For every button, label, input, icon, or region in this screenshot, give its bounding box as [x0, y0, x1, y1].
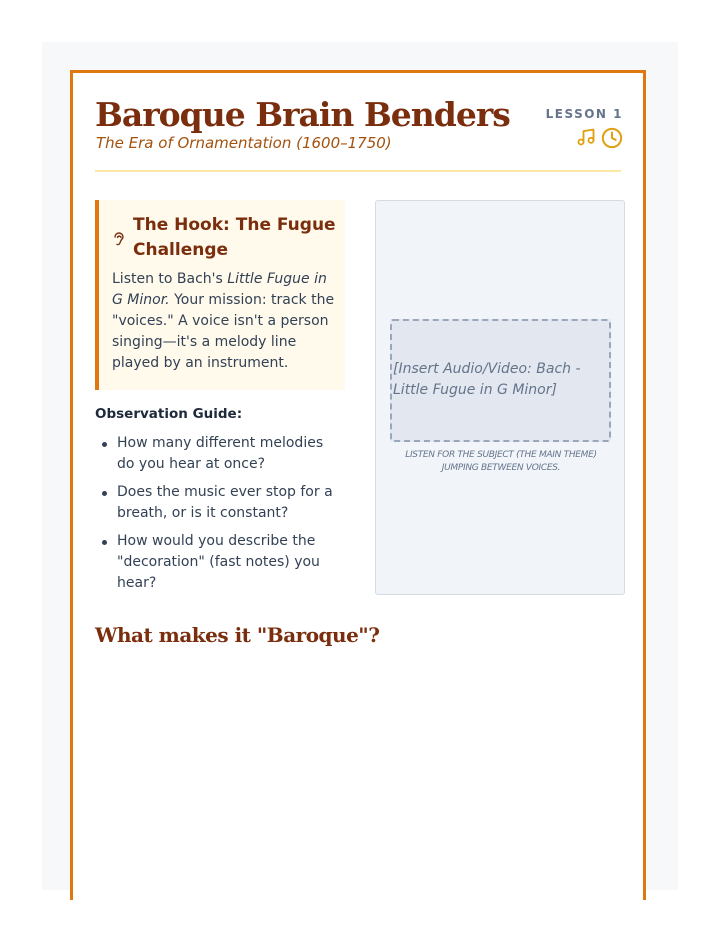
media-placeholder[interactable]: [390, 319, 611, 442]
ear-icon: [113, 231, 125, 250]
media-caption: LISTEN FOR THE SUBJECT (THE MAIN THEME) JUMPING BETWEEN VOICES.: [405, 450, 597, 473]
lesson-card: [70, 70, 646, 900]
list-item: How would you describe the "decoration" (fast notes) you hear?: [95, 531, 345, 594]
section-heading: What makes it "Baroque"?: [95, 623, 380, 647]
hook-body: Listen to Bach's Little Fugue in G Minor. Your mission: track the "voices." A voice isn't a person singing—it's a melody line played by an instrument.: [112, 271, 335, 371]
media-placeholder-text: [Insert Audio/Video: Bach - Little Fugue in G Minor]: [393, 361, 581, 398]
observation-guide-title: Observation Guide:: [95, 406, 243, 422]
media-panel: [375, 200, 625, 595]
piece-title: Little Fugue in G Minor.: [112, 271, 327, 308]
list-item: How many different melodies do you hear at once?: [95, 433, 345, 475]
page-title: Baroque Brain Benders: [95, 95, 510, 134]
clock-icon: [601, 127, 623, 149]
header-icons: [576, 127, 623, 149]
list-item: Does the music ever stop for a breath, or is it constant?: [95, 482, 345, 524]
lesson-label: LESSON 1: [545, 107, 623, 121]
observation-list: [95, 433, 345, 601]
page-subtitle: The Era of Ornamentation (1600–1750): [96, 134, 392, 152]
hook-callout: [95, 200, 345, 390]
header-divider: [95, 170, 621, 172]
music-note-icon: [576, 127, 596, 149]
hook-title: The Hook: The Fugue Challenge: [133, 215, 336, 260]
